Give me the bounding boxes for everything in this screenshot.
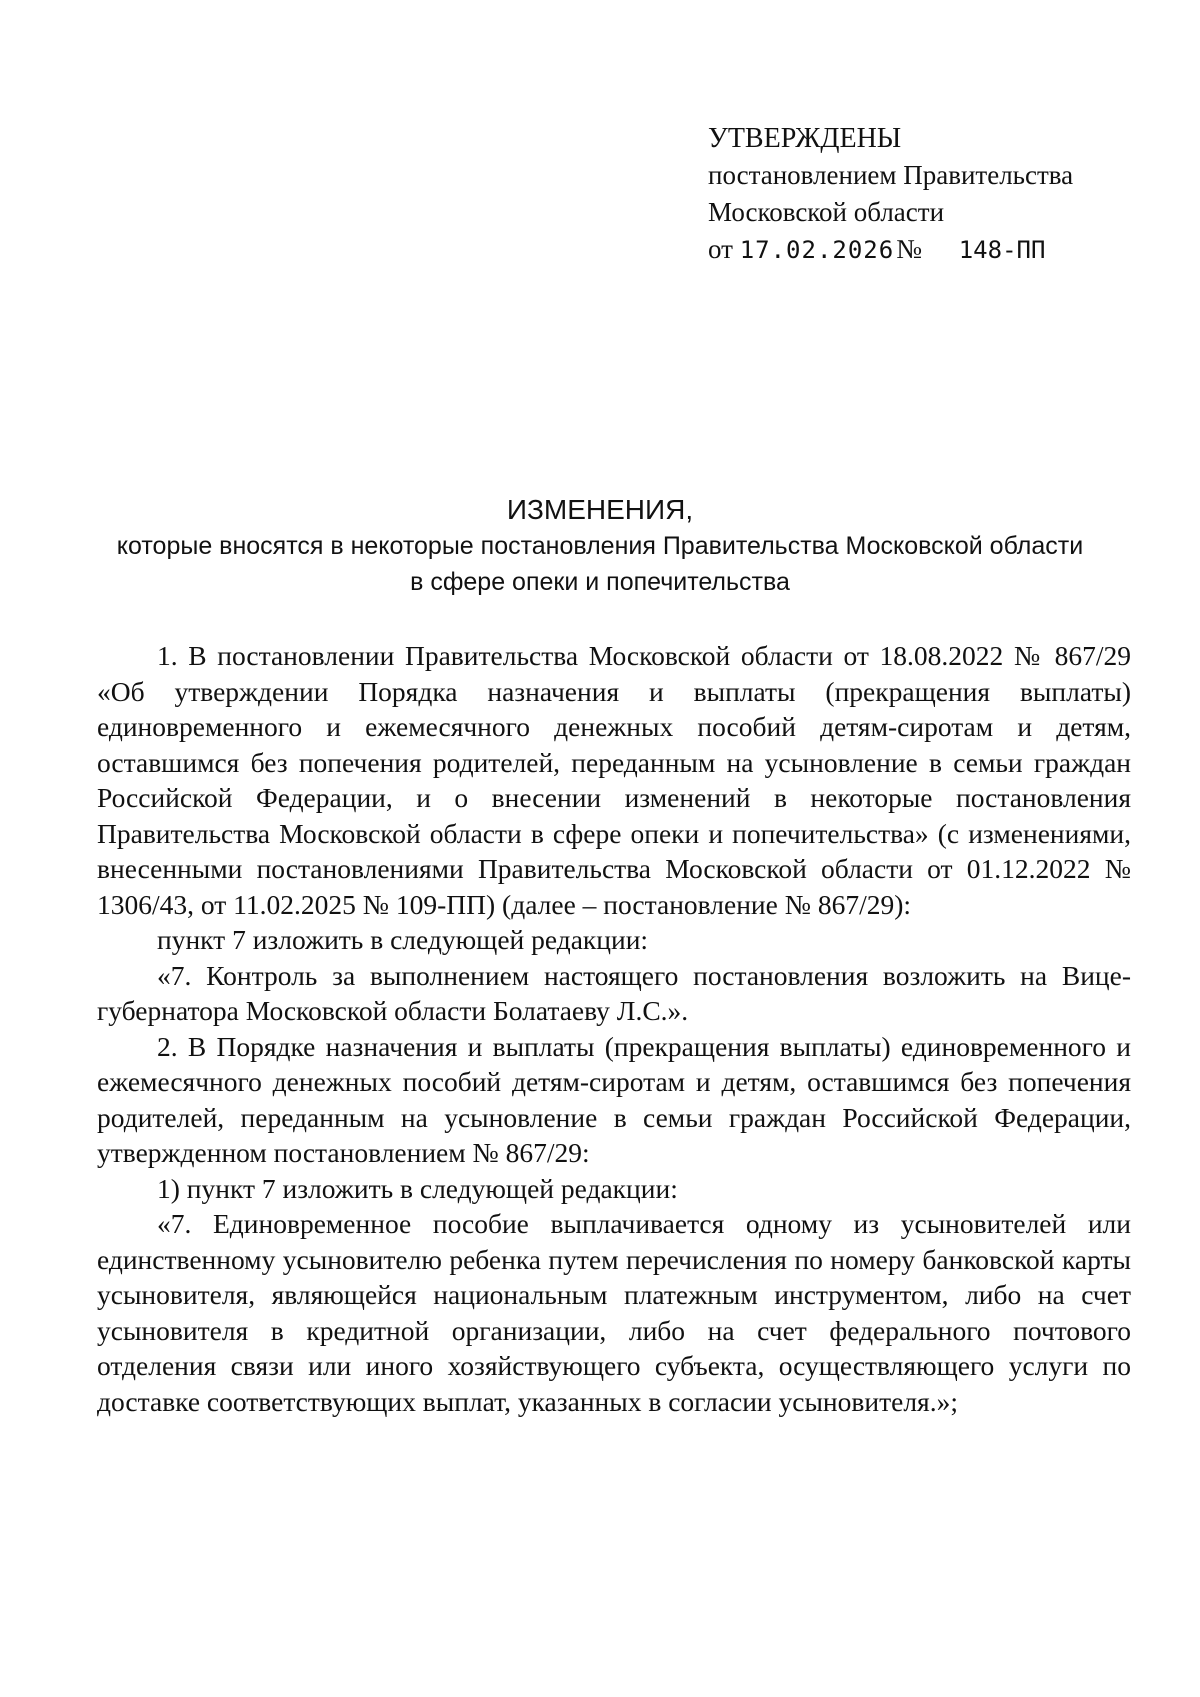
document-title: ИЗМЕНЕНИЯ, — [506, 494, 694, 525]
document-body — [97, 638, 1131, 1419]
approval-date-value: 17.02.2026 — [739, 236, 895, 264]
approval-number-sign: № — [896, 234, 922, 264]
approval-line-2: Московской области — [708, 197, 945, 227]
approval-stamp-block — [708, 120, 1148, 269]
paragraph-4: 2. В Порядке назначения и выплаты (прекращения выплаты) единовременного и ежемесячного денежных пособий детям-сиротам и детям, оставшимся без попечения родителей, переданным на усыновление в семьи граждан Российской Федерации, утвержденном постановлением № 867/29: — [97, 1030, 1131, 1168]
paragraph-3: «7. Контроль за выполнением настоящего постановления возложить на Вице-губернатора Московской области Болатаеву Л.С.». — [97, 959, 1131, 1026]
paragraph-5: 1) пункт 7 изложить в следующей редакции: — [157, 1172, 678, 1204]
document-title-block — [100, 492, 1100, 600]
document-subtitle-line-2: в сфере опеки и попечительства — [410, 568, 790, 596]
approval-heading: УТВЕРЖДЕНЫ — [708, 123, 902, 154]
document-subtitle-line-1: которые вносятся в некоторые постановления Правительства Московской области — [116, 532, 1084, 560]
approval-number-value: 148-ПП — [958, 236, 1046, 264]
approval-date-prefix: от — [708, 234, 733, 264]
approval-line-1: постановлением Правительства — [708, 160, 1074, 190]
paragraph-6: «7. Единовременное пособие выплачивается одному из усыновителей или единственному усыновителю ребенка путем перечисления по номеру банковской карты усыновителя, являющейся национальным платежным инструментом, либо на счет усыновителя в кредитной организации, либо на счет федерального почтового отделения связи или иного хозяйствующего субъекта, осуществляющего услуги по доставке соответствующих выплат, указанных в согласии усыновителя.»; — [97, 1208, 1131, 1417]
paragraph-1: 1. В постановлении Правительства Московской области от 18.08.2022 № 867/29 «Об утверждении Порядка назначения и выплаты (прекращения выплаты) единовременного и ежемесячного денежных пособий детям-сиротам и детям, оставшимся без попечения родителей, переданным на усыновление в семьи граждан Российской Федерации, и о внесении изменений в некоторые постановления Правительства Московской области в сфере опеки и попечительства» (с изменениями, внесенными постановлениями Правительства Московской области от 01.12.2022 № 1306/43, от 11.02.2025 № 109-ПП) (далее – постановление № 867/29): — [97, 640, 1131, 920]
paragraph-2: пункт 7 изложить в следующей редакции: — [157, 924, 649, 955]
approval-date-line — [708, 231, 1148, 269]
